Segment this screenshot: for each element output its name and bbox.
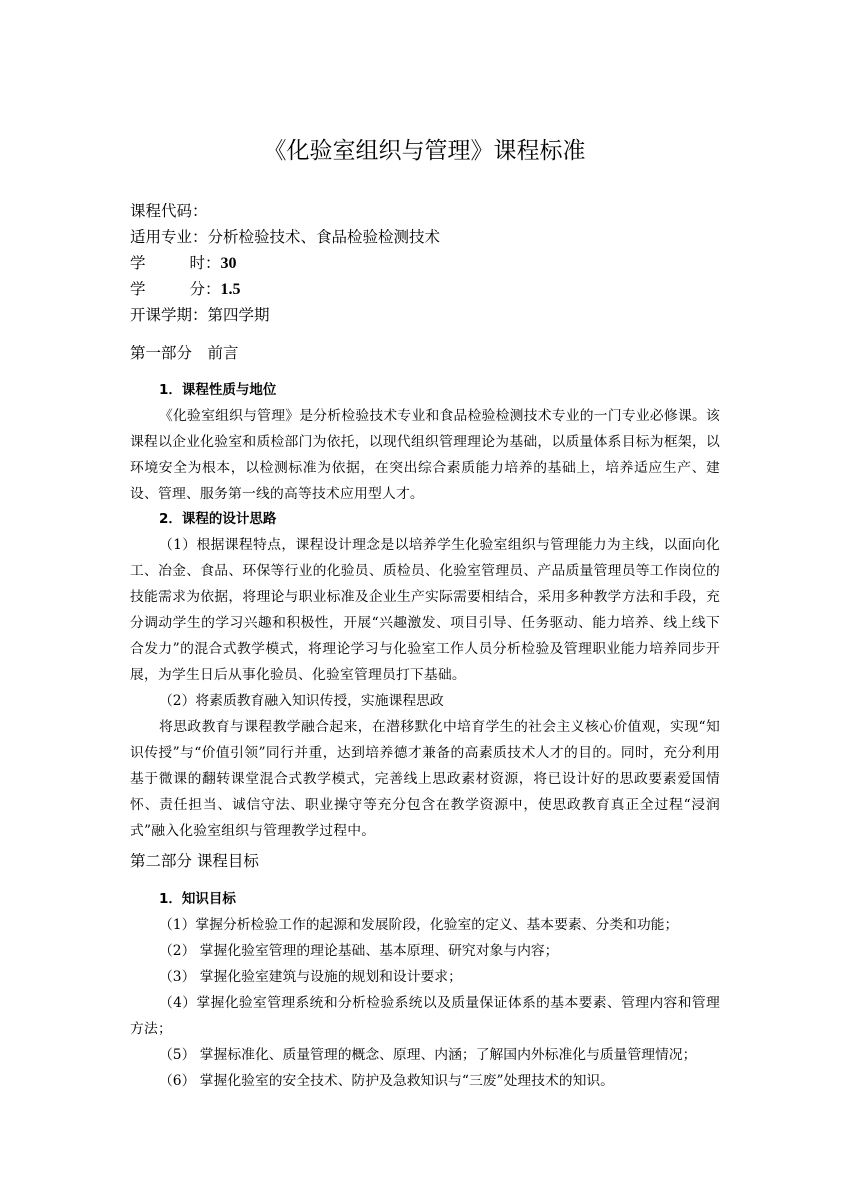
credits-row <box>130 276 440 302</box>
semester-label: 开课学期： <box>130 306 208 324</box>
major-value: 分析检验技术、食品检验检测技术 <box>207 228 441 246</box>
knowledge-item: （3） 掌握化验室建筑与设施的规划和设计要求； <box>159 969 462 985</box>
part2-heading: 第二部分 课程目标 <box>130 852 259 870</box>
hours-label-b: 时： <box>189 254 221 272</box>
paragraph-design-1: （1）根据课程特点，课程设计理念是以培养学生化验室组织与管理能力为主线，以面向化工、冶金、食品、环保等行业的化验员、质检员、化验室管理员、产品质量管理员等工作岗位的技能需求为依据，将理论与职业标准及企业生产实际需要相结合，采用多种教学方法和手段，充分调动学生的学习兴趣和积极性，开展“兴趣激发、项目引导、任务驱动、能力培养、线上线下合发力”的混合式教学模式，将理论学习与化验室工作人员分析检验及管理职业能力培养同步开展，为学生日后从事化验员、化验室管理员打下基础。 <box>130 537 720 683</box>
paragraph-design-3: 将思政教育与课程教学融合起来，在潜移默化中培育学生的社会主义核心价值观，实现“知识传授”与“价值引领”同行并重，达到培养德才兼备的高素质技术人才的目的。同时，充分利用基于微课的翻转课堂混合式教学模式，完善线上思政素材资源，将已设计好的思政要素爱国情怀、责任担当、诚信守法、职业操守等充分包含在教学资源中，使思政教育真正全过程“浸润式”融入化验室组织与管理教学过程中。 <box>130 719 720 839</box>
course-meta <box>130 198 440 328</box>
course-code-label: 课程代码： <box>130 202 208 220</box>
document-title: 《化验室组织与管理》课程标准 <box>263 138 586 164</box>
semester-value: 第四学期 <box>207 306 270 324</box>
knowledge-item: （5） 掌握标准化、质量管理的概念、原理、内涵；了解国内外标准化与质量管理情况； <box>159 1047 697 1063</box>
major-label: 适用专业： <box>130 228 208 246</box>
semester-row <box>130 302 440 328</box>
hours-value: 30 <box>220 255 237 272</box>
credits-label-b: 分： <box>189 280 221 298</box>
knowledge-item: （4）掌握化验室管理系统和分析检验系统以及质量保证体系的基本要素、管理内容和管理方法； <box>130 995 720 1037</box>
major-row <box>130 224 440 250</box>
section-heading-nature: 1．课程性质与地位 <box>159 382 277 398</box>
section-heading-knowledge: 1．知识目标 <box>159 891 236 907</box>
hours-row <box>130 250 440 276</box>
course-code-row <box>130 198 440 224</box>
credits-value: 1.5 <box>220 281 241 298</box>
hours-label-a: 学 <box>130 254 146 272</box>
knowledge-item: （1）掌握分析检验工作的起源和发展阶段，化验室的定义、基本要素、分类和功能； <box>159 917 679 933</box>
paragraph-course-nature: 《化验室组织与管理》是分析检验技术专业和食品检验检测技术专业的一门专业必修课。该课程以企业化验室和质检部门为依托，以现代组织管理理论为基础，以质量体系目标为框架，以环境安全为根本，以检测标准为依据，在突出综合素质能力培养的基础上，培养适应生产、建设、管理、服务第一线的高等技术应用型人才。 <box>130 408 720 502</box>
section-heading-design: 2．课程的设计思路 <box>159 511 277 527</box>
paragraph-design-2: （2）将素质教育融入知识传授，实施课程思政 <box>159 693 444 709</box>
knowledge-item: （2） 掌握化验室管理的理论基础、基本原理、研究对象与内容； <box>159 943 559 959</box>
knowledge-item: （6） 掌握化验室的安全技术、防护及急救知识与“三废”处理技术的知识。 <box>159 1073 614 1089</box>
part1-heading: 第一部分 前言 <box>130 344 239 362</box>
credits-label-a: 学 <box>130 280 146 298</box>
